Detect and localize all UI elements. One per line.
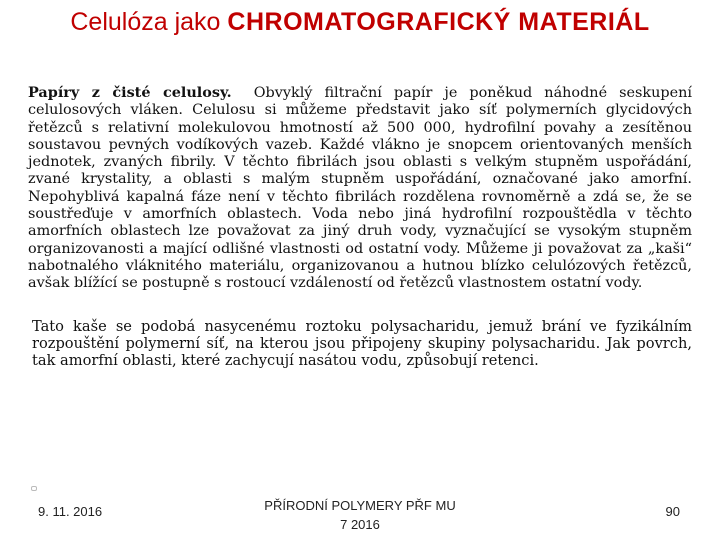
scan-artifact-mark (31, 486, 37, 491)
footer-page-number: 90 (665, 504, 680, 519)
paragraph-1-lead: Papíry z čisté celulosy. (28, 84, 232, 101)
footer-course-line1: PŘÍRODNÍ POLYMERY PŘF MU (264, 498, 456, 513)
paragraph-1-body: Obvyklý filtrační papír je poněkud náhodné seskupení celulosových vláken. Celulosu si můžeme představit jako síť polymerních glycidových řetězců s relativní molekulovou hmotností až 500 000, hydrofilní povahy a zesítěnou soustavou pevných vodíkových vazeb. Každé vlákno je snopcem orientovaných menších jednotek, zvaných fibrily. V těchto fibrilách jsou oblasti s velkým stupněm uspořádání, zvané krystality, a oblasti s malým stupněm uspořádání, označované jako amorfní. Nepohyblivá kapalná fáze není v těchto fibrilách rozdělena rovnoměrně a zdá se, že se soustřeďuje v amorfních oblastech. Voda nebo jiná hydrofilní rozpouštědla v těchto amorfních oblastech lze považovat za jiný druh vody, vyznačující se vysokým stupněm organizovanosti a mající odlišné vlastnosti od ostatní vody. Můžeme ji považovat za „kaši“ nabotnalého vláknitého materiálu, organizovanou a hutnou blízko celulózových řetězců, avšak blížící se postupně s rostoucí vzdáleností od řetězců vlastnostem ostatní vody. (28, 85, 692, 292)
paragraph-2: Tato kaše se podobá nasycenému roztoku polysacharidu, jemuž brání ve fyzikálním rozpouštění polymerní síť, na kterou jsou připojeny skupiny polysacharidu. Jak povrch, tak amorfní oblasti, které zachycují nasátou vodu, způsobují retenci. (32, 317, 692, 370)
footer-course-line2: 7 2016 (340, 517, 380, 532)
slide-title-part2: CHROMATOGRAFICKÝ MATERIÁL (227, 8, 650, 36)
slide-title-part1: Celulóza jako (70, 8, 228, 36)
footer-course (210, 496, 510, 534)
paragraph-1 (28, 84, 692, 293)
footer-date: 9. 11. 2016 (38, 504, 103, 519)
slide-title (40, 6, 680, 39)
scanned-text-block (28, 84, 692, 370)
